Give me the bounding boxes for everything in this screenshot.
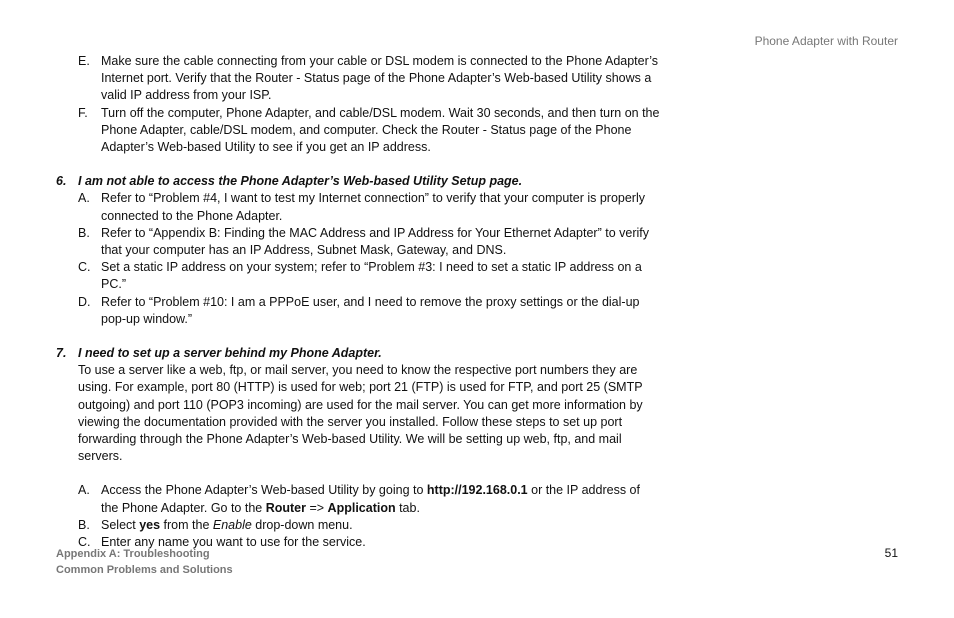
footer-line-2: Common Problems and Solutions [56, 564, 233, 576]
item-letter: C. [78, 260, 91, 275]
item-text: Make sure the cable connecting from your cable or DSL modem is connected to the Phone Adapter’s Internet port. Verify that the Router - Status page of the Phone Adapter’s Web-based Utility shows a valid IP address from your ISP. [101, 54, 659, 103]
text-segment: tab. [395, 500, 420, 515]
text-segment: or the IP address of the Phone Adapter. Go to the [101, 483, 640, 515]
list-item [56, 259, 660, 293]
list-item [56, 190, 660, 224]
item-text [101, 482, 660, 516]
router-label: Router [265, 500, 306, 515]
item-letter: B. [78, 225, 90, 240]
item-letter: B. [78, 517, 90, 532]
text-segment: Access the Phone Adapter’s Web-based Utility by going to [101, 483, 427, 498]
document-body [56, 53, 660, 551]
arrow-text: => [306, 500, 328, 515]
item-text: Set a static IP address on your system; refer to “Problem #3: I need to set a static IP address on a PC.” [101, 260, 642, 292]
enable-label: Enable [212, 517, 252, 532]
list-item [56, 294, 660, 328]
utility-url: http://192.168.0.1 [426, 483, 528, 498]
problem-number: 6. [56, 174, 67, 189]
item-letter: F. [78, 105, 88, 120]
text-segment: drop-down menu. [251, 517, 353, 532]
running-header: Phone Adapter with Router [754, 34, 898, 48]
footer-line-1: Appendix A: Troubleshooting [56, 548, 210, 560]
item-text: Refer to “Appendix B: Finding the MAC Address and IP Address for Your Ethernet Adapter” to verify that your computer has an IP Address, Subnet Mask, Gateway, and DNS. [101, 225, 649, 258]
list-item [56, 53, 660, 105]
application-label: Application [327, 500, 396, 515]
item-letter: D. [78, 294, 91, 309]
list-item [56, 517, 660, 534]
item-text: Refer to “Problem #10: I am a PPPoE user, and I need to remove the proxy settings or the dial-up pop-up window.” [101, 294, 640, 326]
text-segment: Select [101, 517, 140, 532]
yes-label: yes [139, 517, 161, 532]
footer-section [56, 546, 233, 578]
page-number: 51 [884, 546, 898, 560]
item-letter: C. [78, 535, 91, 550]
item-text [101, 517, 660, 534]
problem-heading [56, 345, 660, 362]
problem-title: I need to set up a server behind my Phone Adapter. [78, 346, 382, 361]
problem-heading [56, 173, 660, 190]
list-item [56, 482, 660, 516]
list-item [56, 105, 660, 157]
problem-paragraph: To use a server like a web, ftp, or mail server, you need to know the respective port numbers they are using. For example, port 80 (HTTP) is used for web; port 21 (FTP) is used for FTP, and port 25 (SMTP outgoing) and port 110 (POP3 incoming) are used for the mail server. You can get more information by viewing the documentation provided with the server you installed. Follow these steps to set up port forwarding through the Phone Adapter’s Web-based Utility. We will be setting up web, ftp, and mail servers. [78, 363, 643, 464]
text-segment: from the [160, 517, 213, 532]
item-letter: A. [78, 483, 90, 498]
item-letter: A. [78, 191, 90, 206]
list-item [56, 225, 660, 259]
item-text: Refer to “Problem #4, I want to test my Internet connection” to verify that your computer is properly connected to the Phone Adapter. [101, 191, 645, 223]
problem-number: 7. [56, 346, 67, 361]
item-letter: E. [78, 54, 90, 68]
item-text: Enter any name you want to use for the service. [101, 535, 366, 550]
item-text: Turn off the computer, Phone Adapter, and cable/DSL modem. Wait 30 seconds, and then turn on the Phone Adapter, cable/DSL modem, and computer. Check the Router - Status page of the Phone Adapter’s Web-based Utility to see if you get an IP address. [101, 105, 660, 155]
problem-title: I am not able to access the Phone Adapter’s Web-based Utility Setup page. [78, 174, 523, 189]
